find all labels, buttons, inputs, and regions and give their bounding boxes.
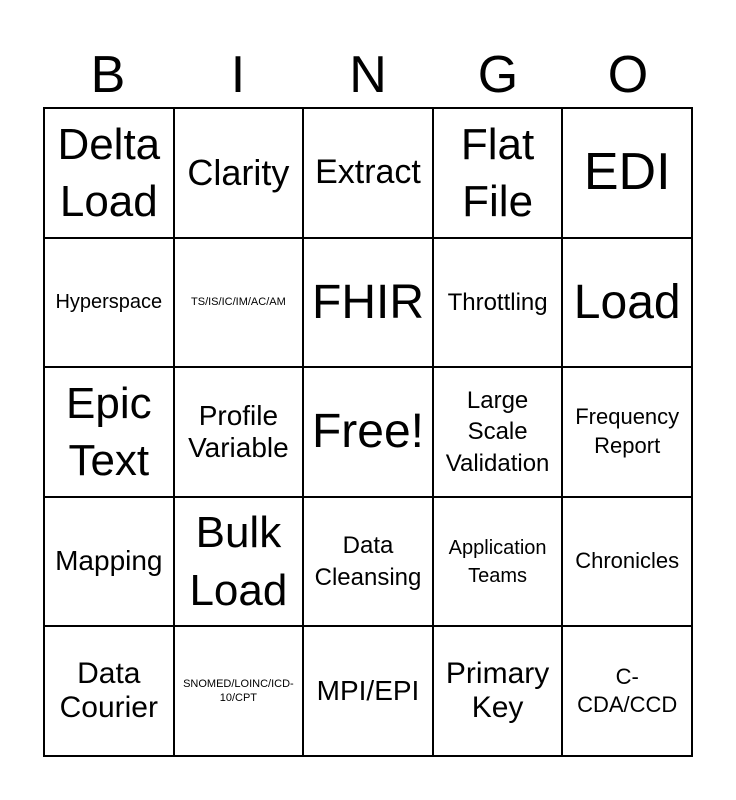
bingo-header <box>43 44 693 106</box>
cell-text: FHIR <box>312 275 424 329</box>
free-space-cell[interactable] <box>303 367 433 497</box>
cell-text: Flat File <box>460 119 535 226</box>
cell-text: Large Scale Validation <box>445 387 550 477</box>
cell-text: Application Teams <box>448 536 547 587</box>
bingo-cell[interactable] <box>433 497 563 627</box>
bingo-cell[interactable] <box>303 626 433 756</box>
bingo-cell[interactable] <box>562 626 692 756</box>
bingo-cell[interactable] <box>44 626 174 756</box>
bingo-cell[interactable] <box>433 108 563 238</box>
bingo-cell[interactable] <box>562 367 692 497</box>
cell-text: Hyperspace <box>55 291 163 314</box>
bingo-cell[interactable] <box>174 497 304 627</box>
header-letter-i: I <box>230 46 246 104</box>
bingo-cell[interactable] <box>174 367 304 497</box>
cell-text: EDI <box>583 142 671 201</box>
bingo-cell[interactable] <box>433 238 563 368</box>
cell-text: Load <box>573 275 681 329</box>
bingo-cell[interactable] <box>562 238 692 368</box>
cell-text: Free! <box>311 405 424 459</box>
cell-text: MPI/EPI <box>316 675 420 707</box>
cell-text: Data Courier <box>59 656 158 725</box>
bingo-cell[interactable] <box>303 238 433 368</box>
cell-text: Clarity <box>187 152 290 193</box>
header-letter-n: N <box>349 46 387 104</box>
cell-text: SNOMED/LOINC/ICD-10/CPT <box>183 677 294 705</box>
bingo-cell[interactable] <box>44 497 174 627</box>
bingo-cell[interactable] <box>433 626 563 756</box>
header-letter-g: G <box>477 46 519 104</box>
bingo-cell[interactable] <box>562 108 692 238</box>
bingo-cell[interactable] <box>44 367 174 497</box>
bingo-cell[interactable] <box>174 108 304 238</box>
cell-text: Delta Load <box>57 119 161 226</box>
cell-text: Mapping <box>55 545 163 577</box>
cell-text: Extract <box>315 153 421 192</box>
cell-text: C-CDA/CCD <box>577 663 678 718</box>
bingo-cell[interactable] <box>562 497 692 627</box>
cell-text: Epic Text <box>66 378 152 485</box>
bingo-cell[interactable] <box>44 108 174 238</box>
cell-text: Profile Variable <box>188 399 289 463</box>
header-letter-b: B <box>90 46 126 104</box>
cell-text: Bulk Load <box>189 508 288 615</box>
bingo-cell[interactable] <box>433 367 563 497</box>
bingo-cell[interactable] <box>303 108 433 238</box>
bingo-cell[interactable] <box>303 497 433 627</box>
bingo-cell[interactable] <box>44 238 174 368</box>
header-letter-o: O <box>607 46 649 104</box>
cell-text: Data Cleansing <box>314 532 422 591</box>
cell-text: Primary Key <box>445 656 550 725</box>
cell-text: Chronicles <box>575 548 680 574</box>
bingo-board <box>43 107 693 757</box>
cell-text: TS/IS/IC/IM/AC/AM <box>191 296 286 309</box>
cell-text: Frequency Report <box>575 404 680 458</box>
bingo-cell[interactable] <box>174 238 304 368</box>
bingo-cell[interactable] <box>174 626 304 756</box>
cell-text: Throttling <box>447 288 548 316</box>
